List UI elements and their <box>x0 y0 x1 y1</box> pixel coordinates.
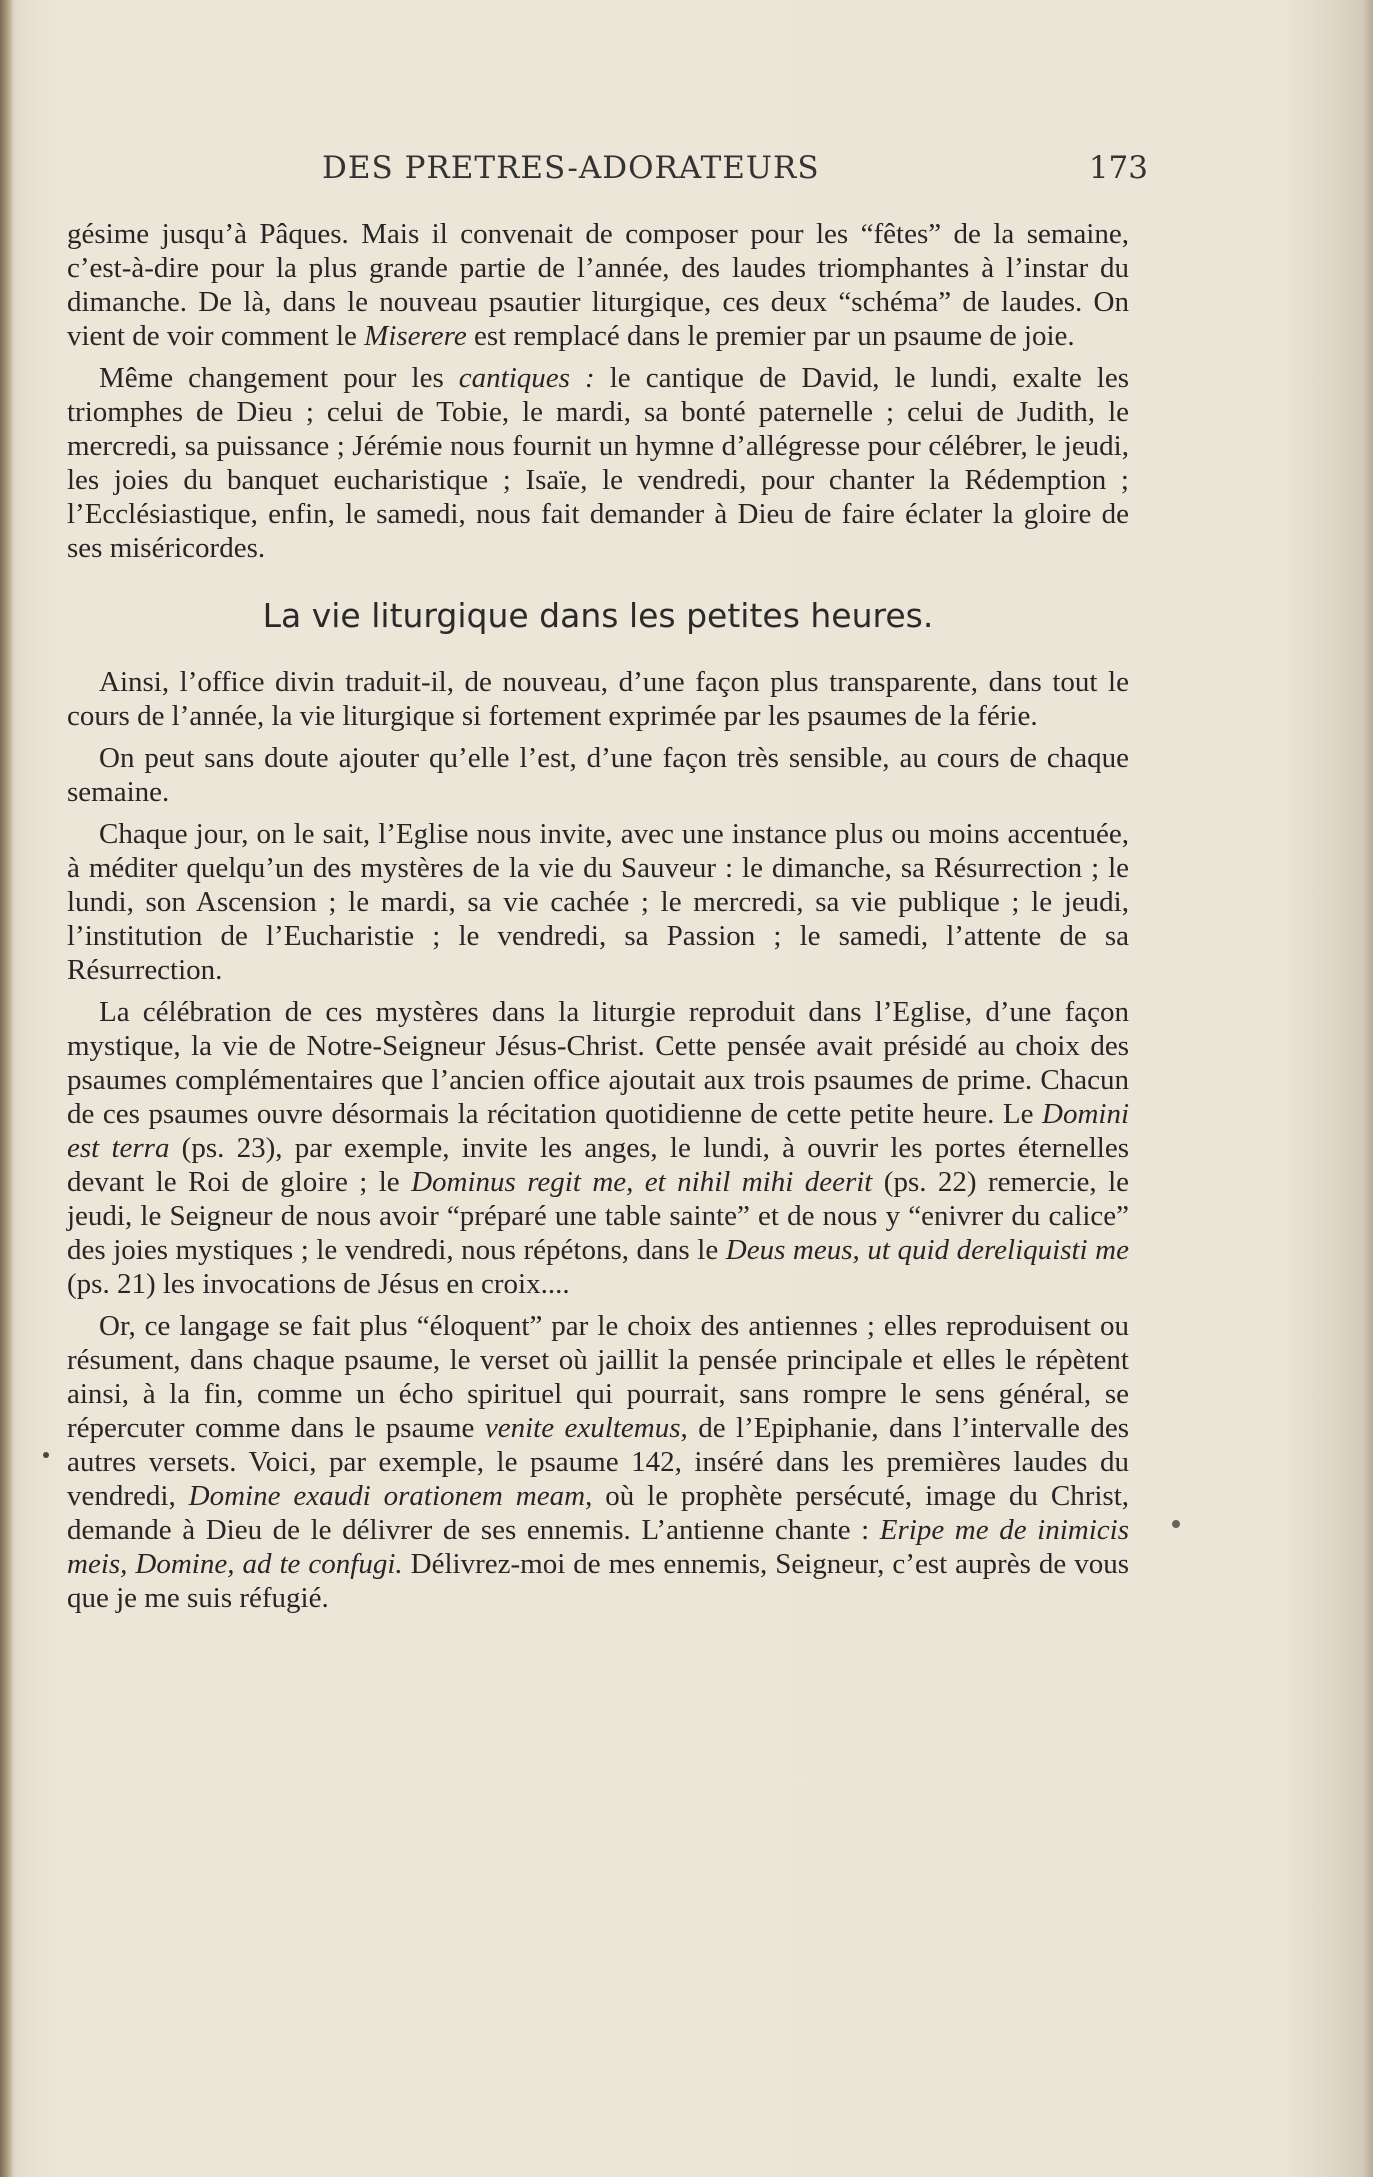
running-header <box>60 150 1148 200</box>
page-body <box>67 217 1129 1623</box>
section-heading: La vie liturgique dans les petites heures. <box>262 596 934 635</box>
margin-dot-left <box>43 1452 49 1458</box>
text-run: , où le prophète persécuté, image du Christ, demande à Dieu de le délivrer de ses ennemis. L’antienne chante : <box>67 1480 1129 1546</box>
italic-text-run: cantiques : <box>458 362 595 394</box>
text-run: Même changement pour les <box>99 362 459 394</box>
paragraph-chaque-jour <box>67 817 1129 987</box>
italic-text-run: Eripe me de inimicis meis, Domine, ad te confugi. <box>67 1514 1129 1580</box>
text-run: Ainsi, l’office divin traduit-il, de nouveau, d’une façon plus transparente, dans tout le cours de l’année, la vie liturgique si fortement exprimée par les psaumes de la férie. <box>67 666 1129 732</box>
text-run: (ps. 22) remercie, le jeudi, le Seigneur de nous avoir “préparé une table sainte” et de nous y “enivrer du calice” des joies mystiques ; le vendredi, nous répétons, dans le <box>67 1166 1129 1266</box>
paragraph-cantiques <box>67 361 1129 565</box>
text-run: Chaque jour, on le sait, l’Eglise nous invite, avec une instance plus ou moins accentuée, à méditer quelqu’un des mystères de la vie du Sauveur : le dimanche, sa Résurrection ; le lundi, son Ascension ; le mardi, sa vie cachée ; le mercredi, sa vie publique ; le jeudi, l’institution de l’Eucharistie ; le vendredi, sa Passion ; le samedi, l’attente de sa Résurrection. <box>67 818 1129 986</box>
italic-text-run: Dominus regit me, et nihil mihi deerit <box>411 1166 873 1198</box>
text-run: , de l’Epiphanie, dans l’intervalle des autres versets. Voici, par exemple, le psaume 142, inséré dans les premières laudes du vendredi, <box>67 1412 1130 1512</box>
italic-text-run: Domine exaudi orationem meam <box>188 1480 586 1512</box>
italic-text-run: Deus meus, ut quid dereliquisti me <box>725 1234 1129 1266</box>
paragraph-antiennes <box>67 1309 1129 1615</box>
text-run: La célébration de ces mystères dans la liturgie reproduit dans l’Eglise, d’une façon mystique, la vie de Notre-Seigneur Jésus-Christ. Cette pensée avait présidé au choix des psaumes complémentaires que l’ancien office ajoutait aux trois psaumes de prime. Chacun de ces psaumes ouvre désormais la récitation quotidienne de cette petite heure. Le <box>67 996 1129 1130</box>
page-number: 173 <box>1088 150 1148 186</box>
italic-text-run: venite exultemus <box>484 1412 681 1444</box>
paragraph-continuation <box>67 217 1129 353</box>
page-binding-edge <box>0 0 14 2177</box>
text-run: On peut sans doute ajouter qu’elle l’est, d’une façon très sensible, au cours de chaque semaine. <box>67 742 1129 808</box>
text-run: Délivrez-moi de mes ennemis, Seigneur, c’est auprès de vous que je me suis réfugié. <box>67 1548 1130 1614</box>
paragraph-on-peut <box>67 741 1129 809</box>
italic-text-run: Miserere <box>364 320 467 352</box>
text-run: (ps. 21) les invocations de Jésus en croix.... <box>67 1268 570 1300</box>
text-run: le cantique de David, le lundi, exalte les triomphes de Dieu ; celui de Tobie, le mardi, sa bonté paternelle ; celui de Judith, le mercredi, sa puissance ; Jérémie nous fournit un hymne d’allégresse pour célébrer, le jeudi, les joies du banquet eucharistique ; Isaïe, le vendredi, pour chanter la Rédemption ; l’Ecclésiastique, enfin, le samedi, nous fait demander à Dieu de faire éclater la gloire de ses miséricordes. <box>67 362 1129 564</box>
italic-text-run: Domini est terra <box>67 1098 1129 1164</box>
text-run: est remplacé dans le premier par un psaume de joie. <box>466 320 1075 352</box>
paragraph-ainsi <box>67 665 1129 733</box>
running-title: DES PRETRES-ADORATEURS <box>322 150 820 186</box>
text-run: gésime jusqu’à Pâques. Mais il convenait de composer pour les “fêtes” de la semaine, c’est-à-dire pour la plus grande partie de l’année, des laudes triomphantes à l’instar du dimanche. De là, dans le nouveau psautier liturgique, ces deux “schéma” de laudes. On vient de voir comment le <box>67 218 1129 352</box>
margin-dot-right <box>1172 1520 1180 1528</box>
text-run: (ps. 23), par exemple, invite les anges, le lundi, à ouvrir les portes éternelles devant le Roi de gloire ; le <box>67 1132 1129 1198</box>
page-right-edge <box>1363 0 1373 2177</box>
text-run: Or, ce langage se fait plus “éloquent” par le choix des antiennes ; elles reproduisent ou résument, dans chaque psaume, le verset où jaillit la pensée principale et elles le répètent ainsi, à la fin, comme un écho spirituel qui pourrait, sans rompre le sens général, se répercuter comme dans le psaume <box>67 1310 1129 1444</box>
paragraph-celebration <box>67 995 1129 1301</box>
